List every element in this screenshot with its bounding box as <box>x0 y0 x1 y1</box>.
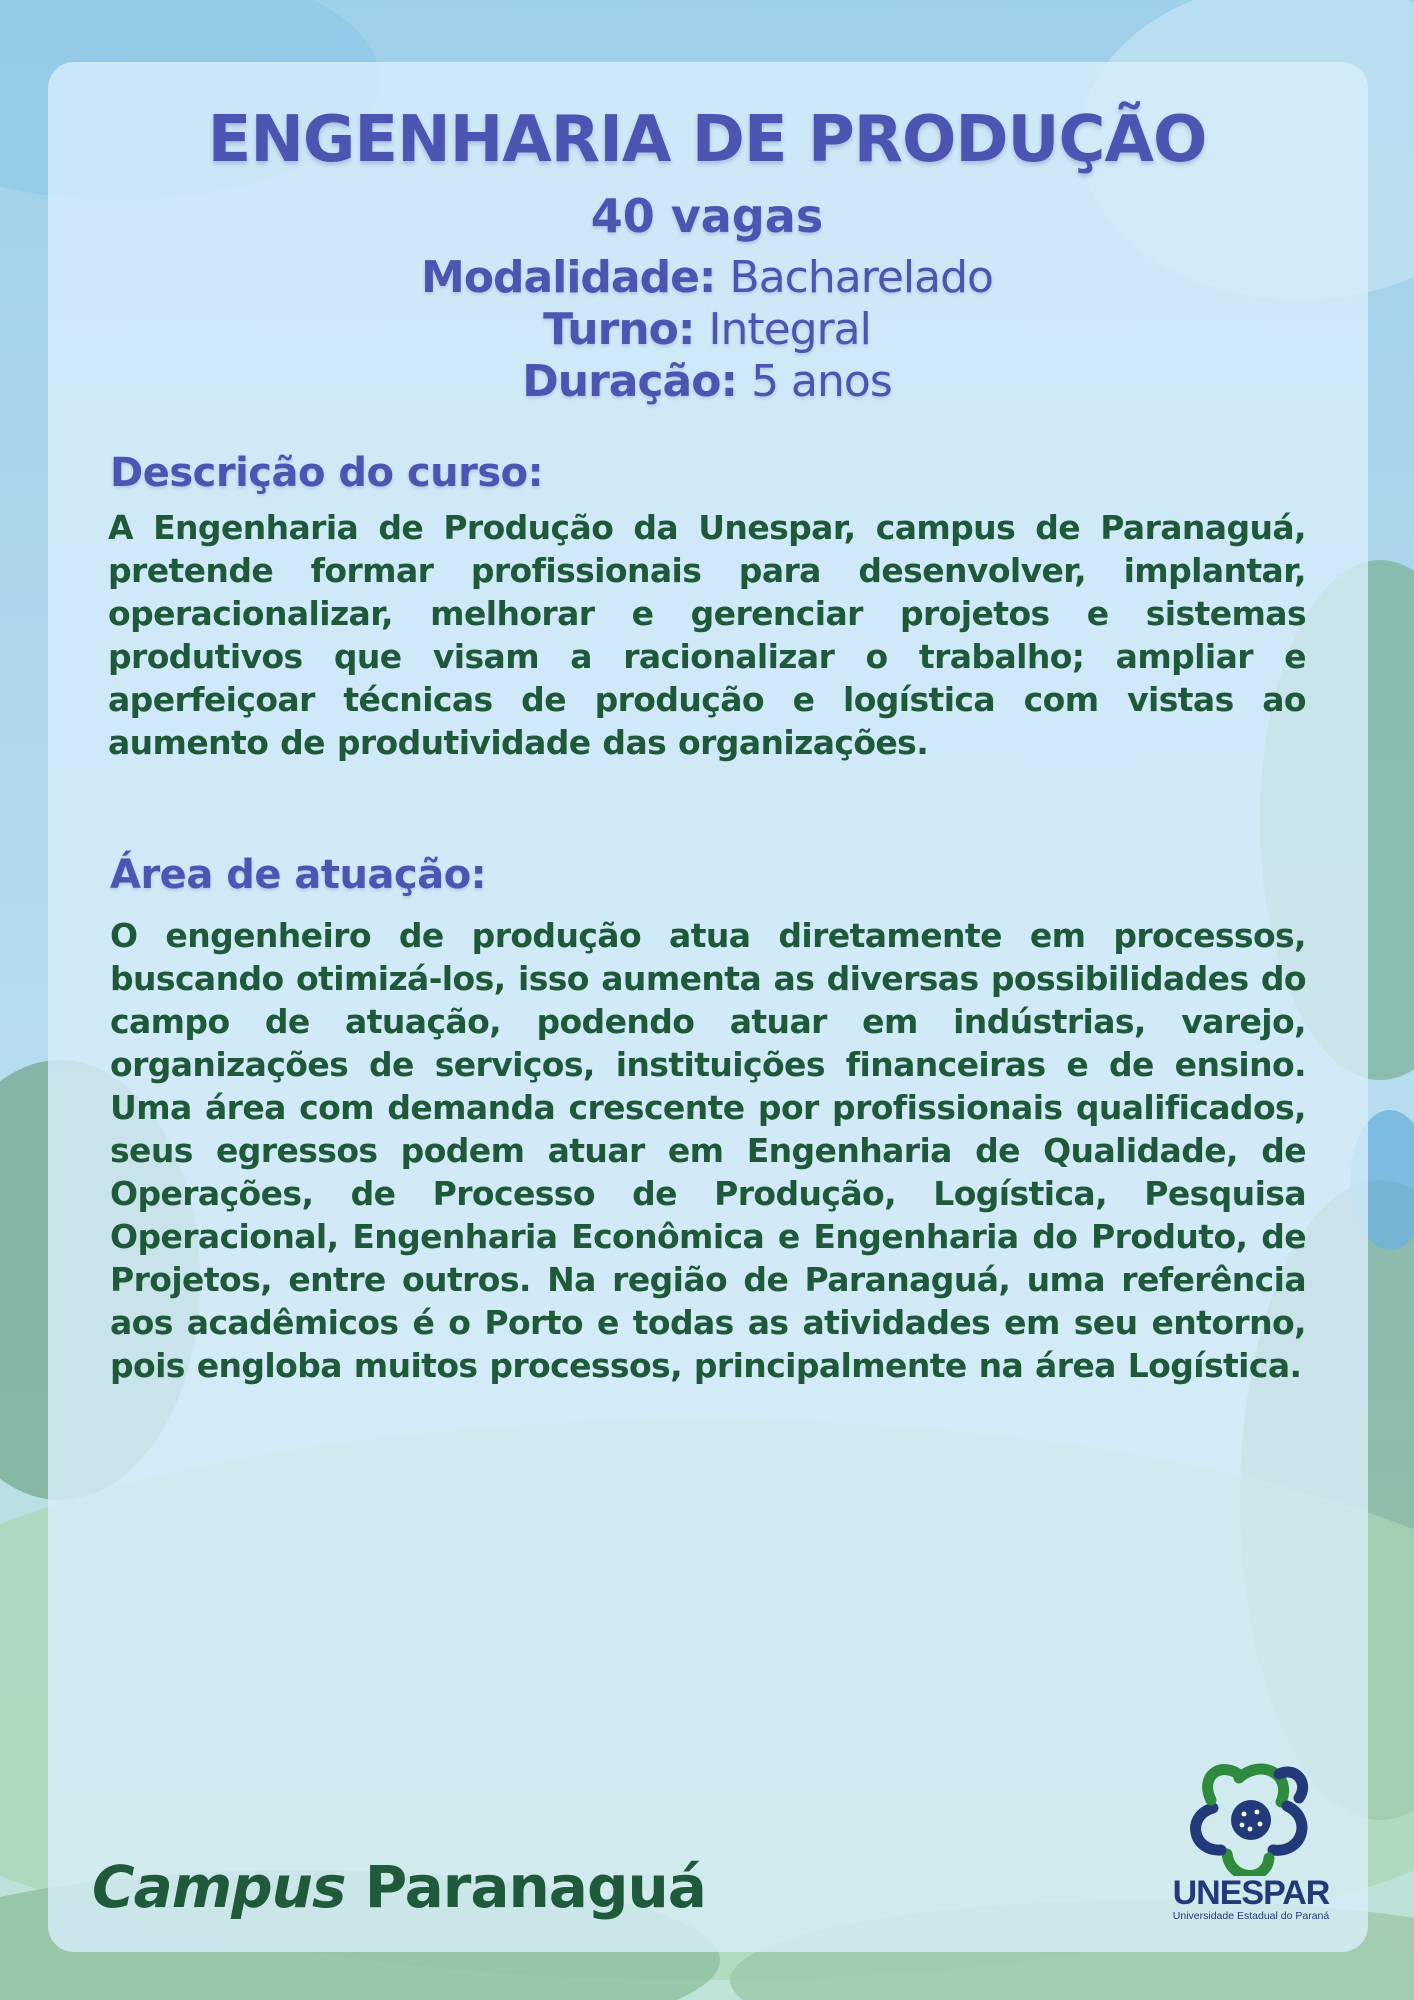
course-title: ENGENHARIA DE PRODUÇÃO <box>207 103 1207 177</box>
duration-value: 5 anos <box>751 356 892 407</box>
modality-value: Bacharelado <box>729 252 993 303</box>
shift-value: Integral <box>708 304 871 355</box>
vacancies: 40 vagas <box>590 189 824 243</box>
area-heading: Área de atuação: <box>110 852 487 898</box>
logo-subtitle: Universidade Estadual do Paraná <box>1172 1910 1330 1922</box>
description-text: A Engenharia de Produção da Unespar, campus de Paranaguá, pretende formar profissionais para desenvolver, implantar, operacionalizar, melhorar e gerenciar projetos e sistemas produtivos que visam a racionalizar o trabalho; ampliar e aperfeiçoar técnicas de produção e logística com vistas ao aumento de produtividade das organizações. <box>108 508 1306 762</box>
shift-line <box>0 304 1414 356</box>
campus-name <box>92 1854 706 1920</box>
modality-line <box>0 252 1414 304</box>
duration-line <box>0 356 1414 408</box>
unespar-logo <box>1166 1758 1336 1922</box>
duration-label: Duração: <box>522 356 738 407</box>
logo-name: UNESPAR <box>1172 1874 1330 1912</box>
campus-word: Campus <box>92 1853 346 1921</box>
description-heading: Descrição do curso: <box>110 450 544 496</box>
campus-city: Paranaguá <box>364 1853 706 1921</box>
shift-label: Turno: <box>543 304 695 355</box>
unespar-emblem-icon <box>1166 1758 1336 1876</box>
modality-label: Modalidade: <box>421 252 716 303</box>
area-text: O engenheiro de produção atua diretamente em processos, buscando otimizá-los, isso aumenta as diversas possibilidades do campo de atuação, podendo atuar em indústrias, varejo, organizações de serviços, instituições financeiras e de ensino. Uma área com demanda crescente por profissionais qualificados, seus egressos podem atuar em Engenharia de Qualidade, de Operações, de Processo de Produção, Logística, Pesquisa Operacional, Engenharia Econômica e Engenharia do Produto, de Projetos, entre outros. Na região de Paranaguá, uma referência aos acadêmicos é o Porto e todas as atividades em seu entorno, pois engloba muitos processos, principalmente na área Logística. <box>110 916 1306 1385</box>
